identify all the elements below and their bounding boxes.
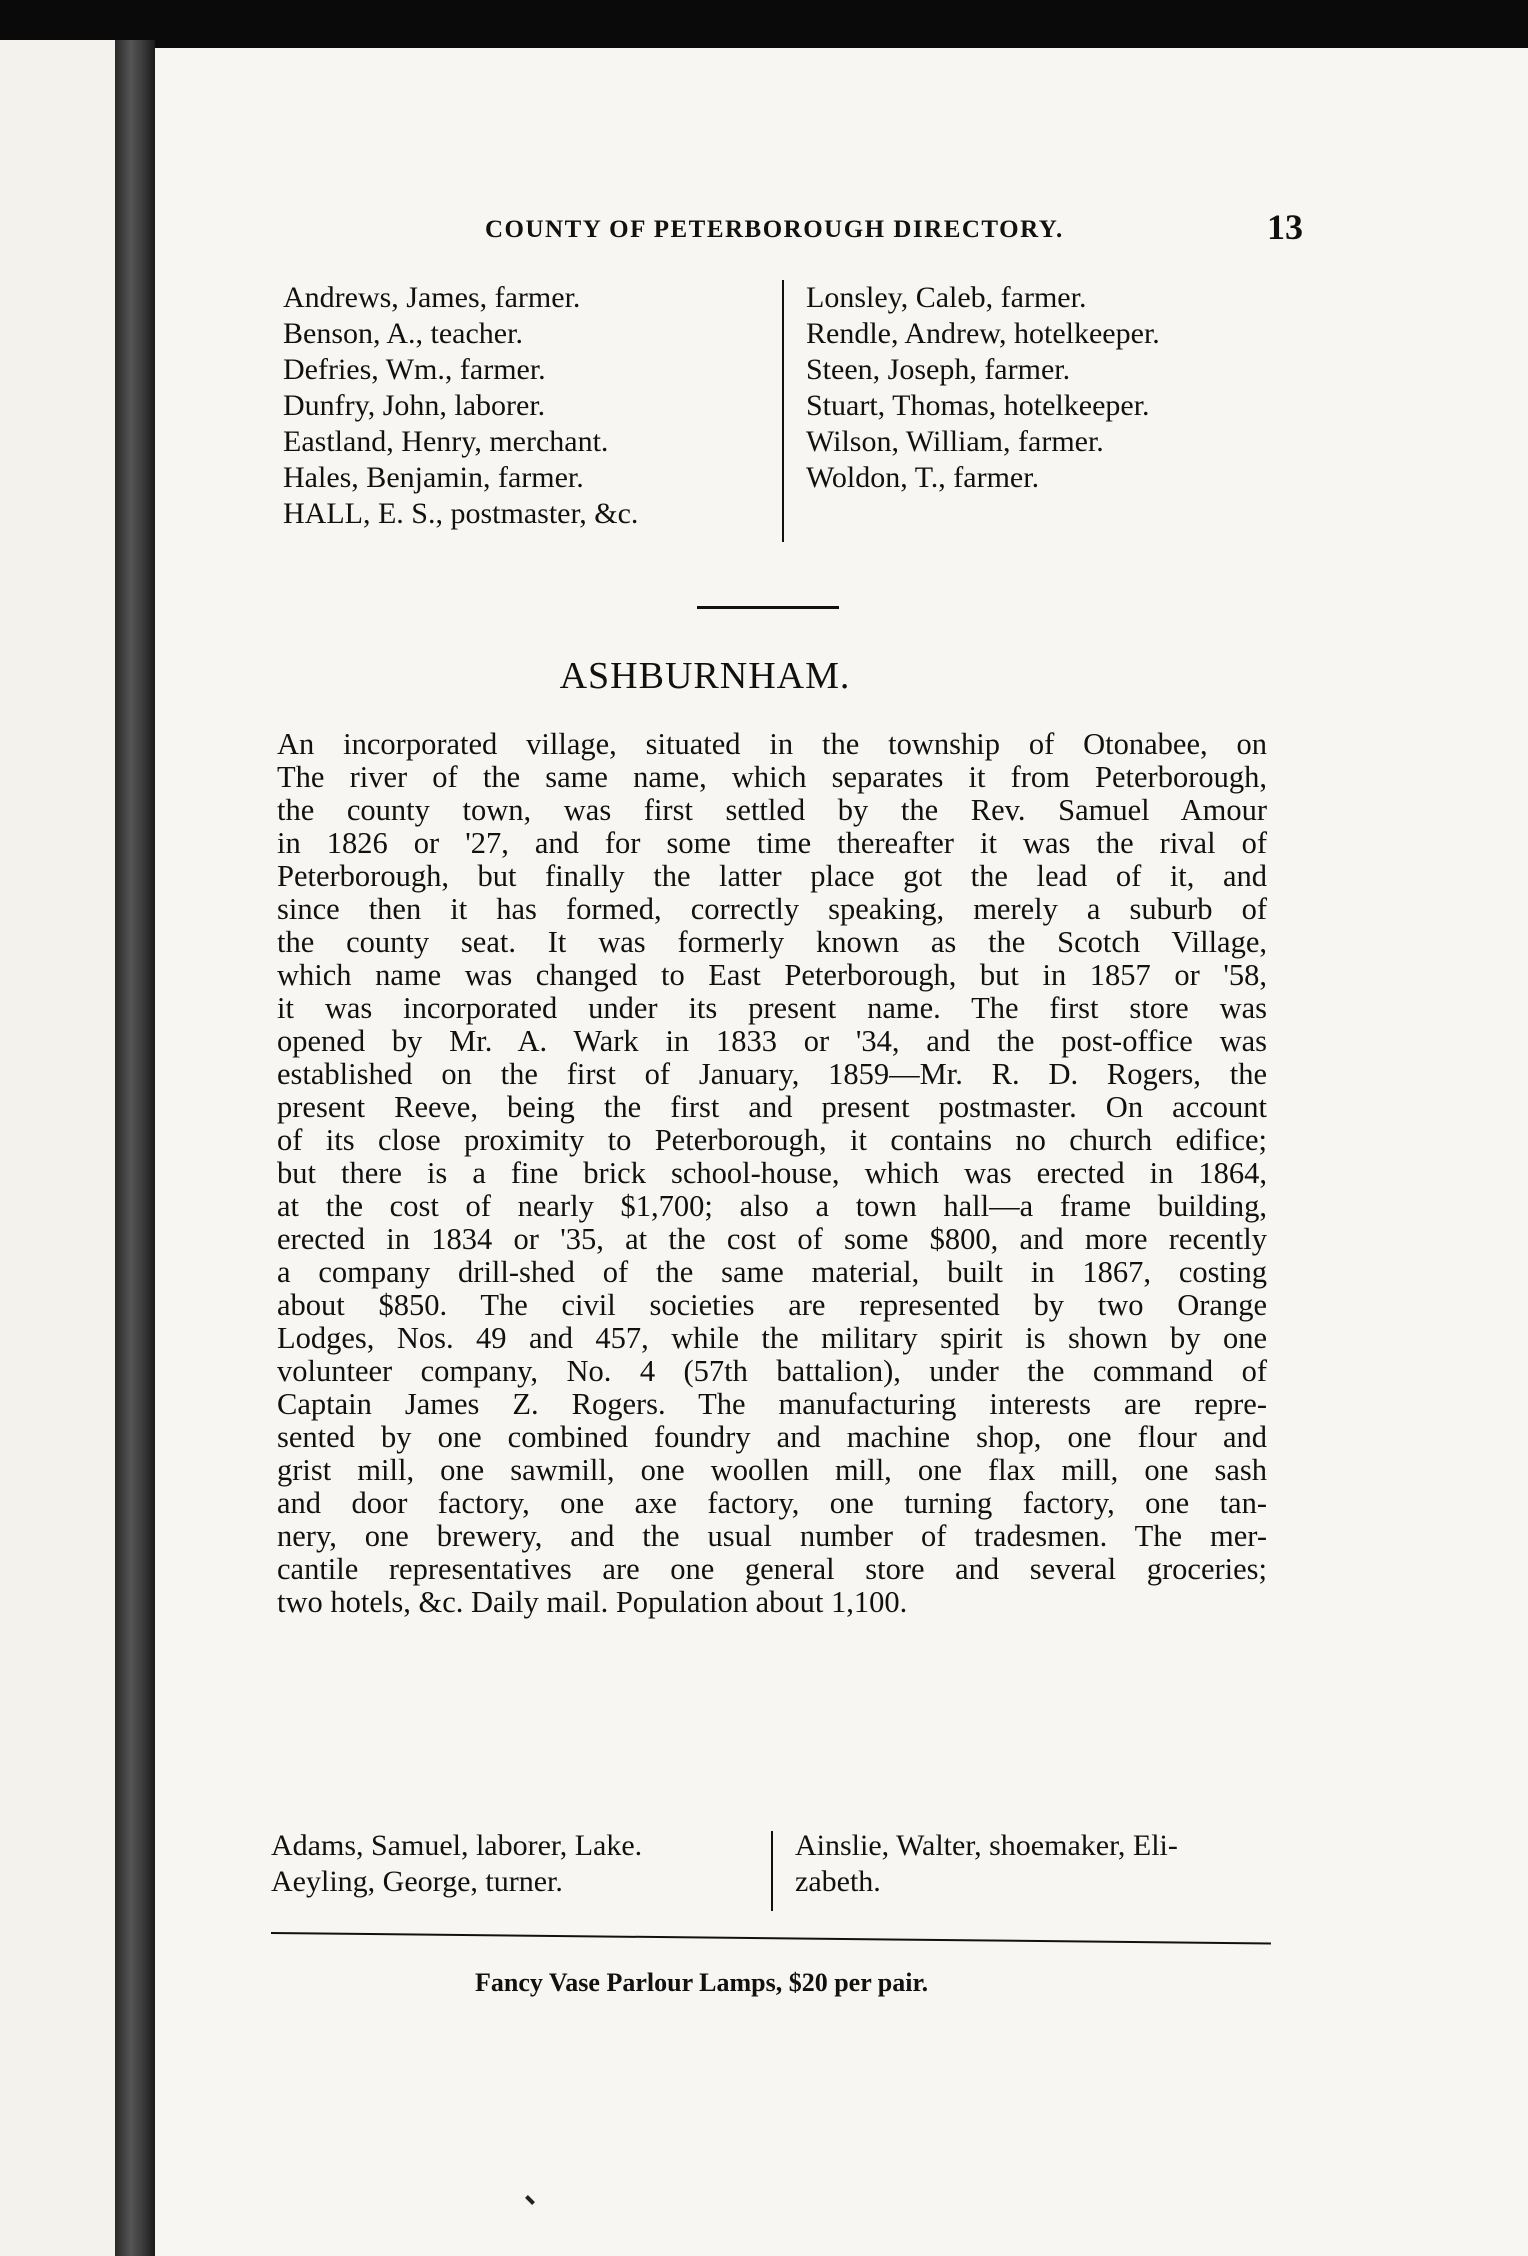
list-item: Stuart, Thomas, hotelkeeper. (806, 389, 1150, 422)
footer-rule (271, 1932, 1271, 1944)
facing-page-edge (0, 40, 115, 2256)
top-list-right-column (806, 280, 1160, 496)
paragraph-line: in 1826 or '27, and for some time thereafter it was the rival of (277, 826, 1267, 860)
paragraph-line: but there is a fine brick school-house, which was erected in 1864, (277, 1156, 1267, 1190)
book-gutter (115, 40, 155, 2256)
bottom-list-left-column (271, 1828, 642, 1900)
column-divider (771, 1831, 773, 1911)
list-item: Defries, Wm., farmer. (283, 353, 546, 386)
paragraph-line: opened by Mr. A. Wark in 1833 or '34, and the post-office was (277, 1024, 1267, 1058)
paragraph-line: sented by one combined foundry and machine shop, one flour and (277, 1420, 1267, 1454)
list-item: Andrews, James, farmer. (283, 281, 581, 314)
paragraph-line: erected in 1834 or '35, at the cost of some $800, and more recently (277, 1222, 1267, 1256)
paragraph-line: nery, one brewery, and the usual number of tradesmen. The mer- (277, 1519, 1267, 1553)
paragraph-line: Peterborough, but finally the latter place got the lead of it, and (277, 859, 1267, 893)
list-item: Wilson, William, farmer. (806, 425, 1104, 458)
paragraph-line: established on the first of January, 1859—Mr. R. D. Rogers, the (277, 1057, 1267, 1091)
paragraph-line: since then it has formed, correctly speaking, merely a suburb of (277, 892, 1267, 926)
bottom-list-right-column (795, 1828, 1178, 1900)
paragraph-line: a company drill-shed of the same material, built in 1867, costing (277, 1255, 1267, 1289)
section-heading: ASHBURNHAM. (559, 655, 851, 697)
page-number: 13 (1267, 207, 1303, 247)
column-divider (782, 280, 784, 542)
list-item: Woldon, T., farmer. (806, 461, 1040, 494)
list-item: Adams, Samuel, laborer, Lake. (271, 1829, 643, 1862)
paragraph-line: about $850. The civil societies are represented by two Orange (277, 1288, 1267, 1322)
list-item: Eastland, Henry, merchant. (283, 425, 609, 458)
list-item: HALL, E. S., postmaster, &c. (283, 497, 639, 530)
running-head: COUNTY OF PETERBOROUGH DIRECTORY. (485, 216, 1064, 243)
paragraph-line: and door factory, one axe factory, one turning factory, one tan- (277, 1486, 1267, 1520)
list-item: Lonsley, Caleb, farmer. (806, 281, 1087, 314)
section-rule (697, 606, 839, 609)
ink-smudge (525, 2195, 535, 2205)
paragraph-line: of its close proximity to Peterborough, it contains no church edifice; (277, 1123, 1267, 1157)
ashburnham-description (277, 728, 1267, 1619)
paragraph-line: the county town, was first settled by the Rev. Samuel Amour (277, 793, 1267, 827)
list-item: Ainslie, Walter, shoemaker, Eli- (795, 1829, 1178, 1862)
paragraph-line: volunteer company, No. 4 (57th battalion), under the command of (277, 1354, 1267, 1388)
paragraph-line: at the cost of nearly $1,700; also a town hall—a frame building, (277, 1189, 1267, 1223)
list-item: Rendle, Andrew, hotelkeeper. (806, 317, 1160, 350)
top-list-left-column (283, 280, 638, 532)
list-item: Steen, Joseph, farmer. (806, 353, 1071, 386)
advertisement-line: Fancy Vase Parlour Lamps, $20 per pair. (475, 1968, 929, 1997)
paragraph-line: two hotels, &c. Daily mail. Population about 1,100. (277, 1585, 908, 1619)
paragraph-line: An incorporated village, situated in the township of Otonabee, on (277, 727, 1267, 761)
list-item: Aeyling, George, turner. (271, 1865, 563, 1898)
list-item: zabeth. (795, 1865, 881, 1898)
list-item: Benson, A., teacher. (283, 317, 523, 350)
directory-page (155, 48, 1528, 2256)
list-item: Dunfry, John, laborer. (283, 389, 546, 422)
paragraph-line: The river of the same name, which separates it from Peterborough, (277, 760, 1267, 794)
paragraph-line: present Reeve, being the first and present postmaster. On account (277, 1090, 1267, 1124)
paragraph-line: which name was changed to East Peterborough, but in 1857 or '58, (277, 958, 1267, 992)
paragraph-line: it was incorporated under its present name. The first store was (277, 991, 1267, 1025)
paragraph-line: grist mill, one sawmill, one woollen mill, one flax mill, one sash (277, 1453, 1267, 1487)
paragraph-line: Captain James Z. Rogers. The manufacturing interests are repre- (277, 1387, 1267, 1421)
paragraph-line: cantile representatives are one general store and several groceries; (277, 1552, 1267, 1586)
paragraph-line: the county seat. It was formerly known as the Scotch Village, (277, 925, 1267, 959)
paragraph-line: Lodges, Nos. 49 and 457, while the military spirit is shown by one (277, 1321, 1267, 1355)
list-item: Hales, Benjamin, farmer. (283, 461, 584, 494)
